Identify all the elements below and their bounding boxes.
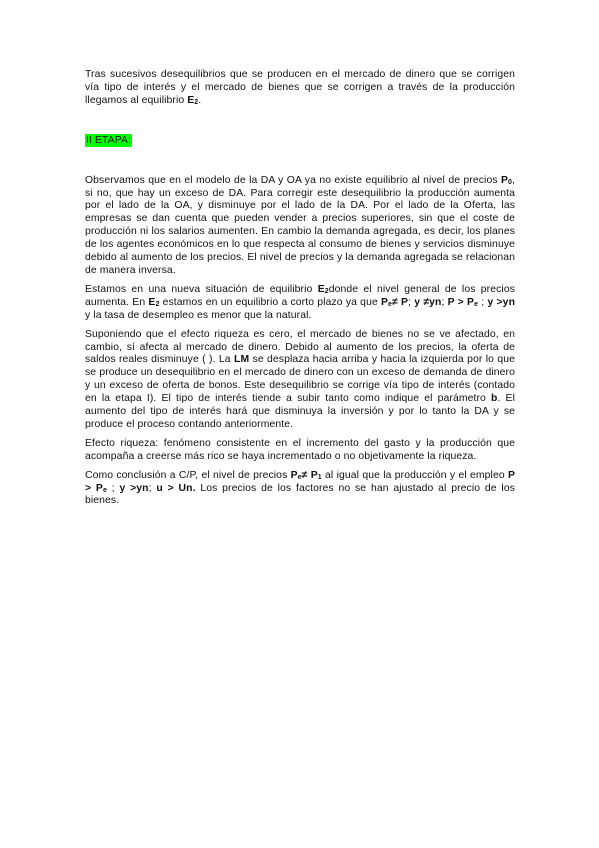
price-p0-subscript: 0: [508, 178, 512, 186]
p2-e2-second-letter: E: [148, 296, 156, 308]
p2-bold-3-subscript: e: [474, 300, 479, 308]
p2-text-5: ;: [441, 296, 448, 308]
p5-bold-1-letter: P: [290, 469, 298, 481]
p5-bold-1-tail-subscript: 1: [317, 473, 322, 481]
p2-bold-1-tail: ≠ P: [392, 296, 409, 308]
p3-text-1: Suponiendo que el efecto riqueza es cero, el mercado de bienes no se ve afectado, en cambio, sí afecta al mercado de dinero. Debido al aumento de los precios, la oferta de saldos reales disminuye ( ). La: [85, 328, 515, 366]
section-heading-wrap: [85, 134, 515, 148]
p2-bold-1-subscript: e: [388, 300, 393, 308]
price-p0: [501, 175, 512, 186]
intro-paragraph: [85, 69, 515, 108]
p2-e2-first-letter: E: [317, 283, 325, 295]
p5-bold-1-tail: ≠ P: [301, 469, 318, 481]
p1-text-1: Observamos que en el modelo de la DA y OA ya no existe equilibrio al nivel de precios: [85, 174, 501, 186]
p5-text-5: Los precios de los factores no se han ajustado al precio de los bienes.: [85, 482, 515, 507]
p1-text-2: , si no, que hay un exceso de DA. Para corregir este desequilibrio la producción aumenta por el lado de la OA, y disminuye por el lado de la DA. Por el lado de la Oferta, las empresas se dan cuenta que pueden vender a precios superiores, sin que el coste de producción ni los salarios aumenten. En cambio la demanda agregada, es decir, los planes de los agentes económicos en lo que respecta al consumo de bienes y servicios disminuye debido al aumento de los precios. El nivel de precios y la demanda agregada se relacionan de manera inversa.: [85, 174, 515, 276]
paragraph-1: [85, 175, 515, 278]
intro-text-2: .: [198, 94, 202, 106]
p5-bold-1: [291, 470, 322, 481]
p2-text-7: y la tasa de desempleo es menor que la natural.: [85, 309, 312, 321]
equilibrium-e2-subscript: 2: [194, 98, 199, 106]
p3-bold-b: b: [491, 393, 498, 405]
p5-text-2: al igual que la producción y el empleo: [321, 469, 508, 481]
equilibrium-e2-letter: E: [187, 94, 195, 106]
p5-bold-4: u > Un.: [156, 482, 196, 494]
p2-text-4: ;: [408, 296, 415, 308]
p2-text-6: ;: [478, 296, 488, 308]
p2-bold-1: [381, 297, 408, 308]
p2-text-3: estamos en un equilibrio a corto plazo ya que: [159, 296, 382, 308]
p2-bold-1-letter: P: [381, 296, 389, 308]
p3-text-2: se desplaza hacia arriba y hacia la izquierda por lo que se produce un desequilibrio en el mercado de dinero con un exceso de demanda de dinero y un exceso de oferta de bonos. Este desequilibrio se corrige vía tipo de interés (contado en la etapa I). El tipo de interés tiende a subir tanto como indique el parámetro: [85, 354, 516, 405]
p5-bold-3: y >yn: [119, 482, 149, 494]
p5-bold-2-text: P > P: [85, 469, 515, 494]
paragraph-2: [85, 284, 515, 323]
p3-text-3: . El aumento del tipo de interés hará que disminuya la inversión y por lo tanto la DA y se produce el proceso contando anteriormente.: [85, 393, 516, 430]
paragraph-3: [85, 329, 515, 432]
p5-bold-2-subscript: e: [102, 486, 107, 494]
p2-e2-first-subscript: 2: [324, 287, 329, 295]
p2-e2-first: [318, 284, 329, 295]
paragraph-5: [85, 470, 515, 509]
p5-bold-1-subscript: e: [297, 473, 302, 481]
p5-text-1: Como conclusión a C/P, el nivel de precios: [85, 469, 291, 481]
p2-bold-3: [448, 297, 478, 308]
p2-bold-3-text: P > P: [447, 296, 475, 308]
section-heading: II ETAPA:: [86, 134, 131, 146]
intro-text-1: Tras sucesivos desequilibrios que se producen en el mercado de dinero que se corrigen vía tipo de interés y el mercado de bienes que se corrigen a través de la producción llegamos al equilibrio: [85, 69, 515, 106]
equilibrium-e2: [187, 95, 198, 106]
p2-text-1: Estamos en una nueva situación de equilibrio: [85, 283, 318, 295]
price-p0-letter: P: [500, 174, 508, 186]
p2-bold-2: y ≠yn: [414, 296, 442, 308]
document-page: [85, 69, 515, 514]
paragraph-4: Efecto riqueza: fenómeno consistente en el incremento del gasto y la producción que acompaña a creerse más rico se haya incrementado o no objetivamente la riqueza.: [85, 437, 515, 462]
p5-text-4: ;: [148, 482, 157, 494]
p2-e2-second: [148, 297, 159, 308]
p5-text-3: ;: [106, 482, 120, 494]
p2-bold-4: y >yn: [487, 296, 516, 308]
p3-bold-lm: LM: [234, 354, 250, 366]
p2-e2-second-subscript: 2: [155, 300, 160, 308]
p2-text-2: donde el nivel general de los precios aumenta. En: [85, 283, 515, 308]
